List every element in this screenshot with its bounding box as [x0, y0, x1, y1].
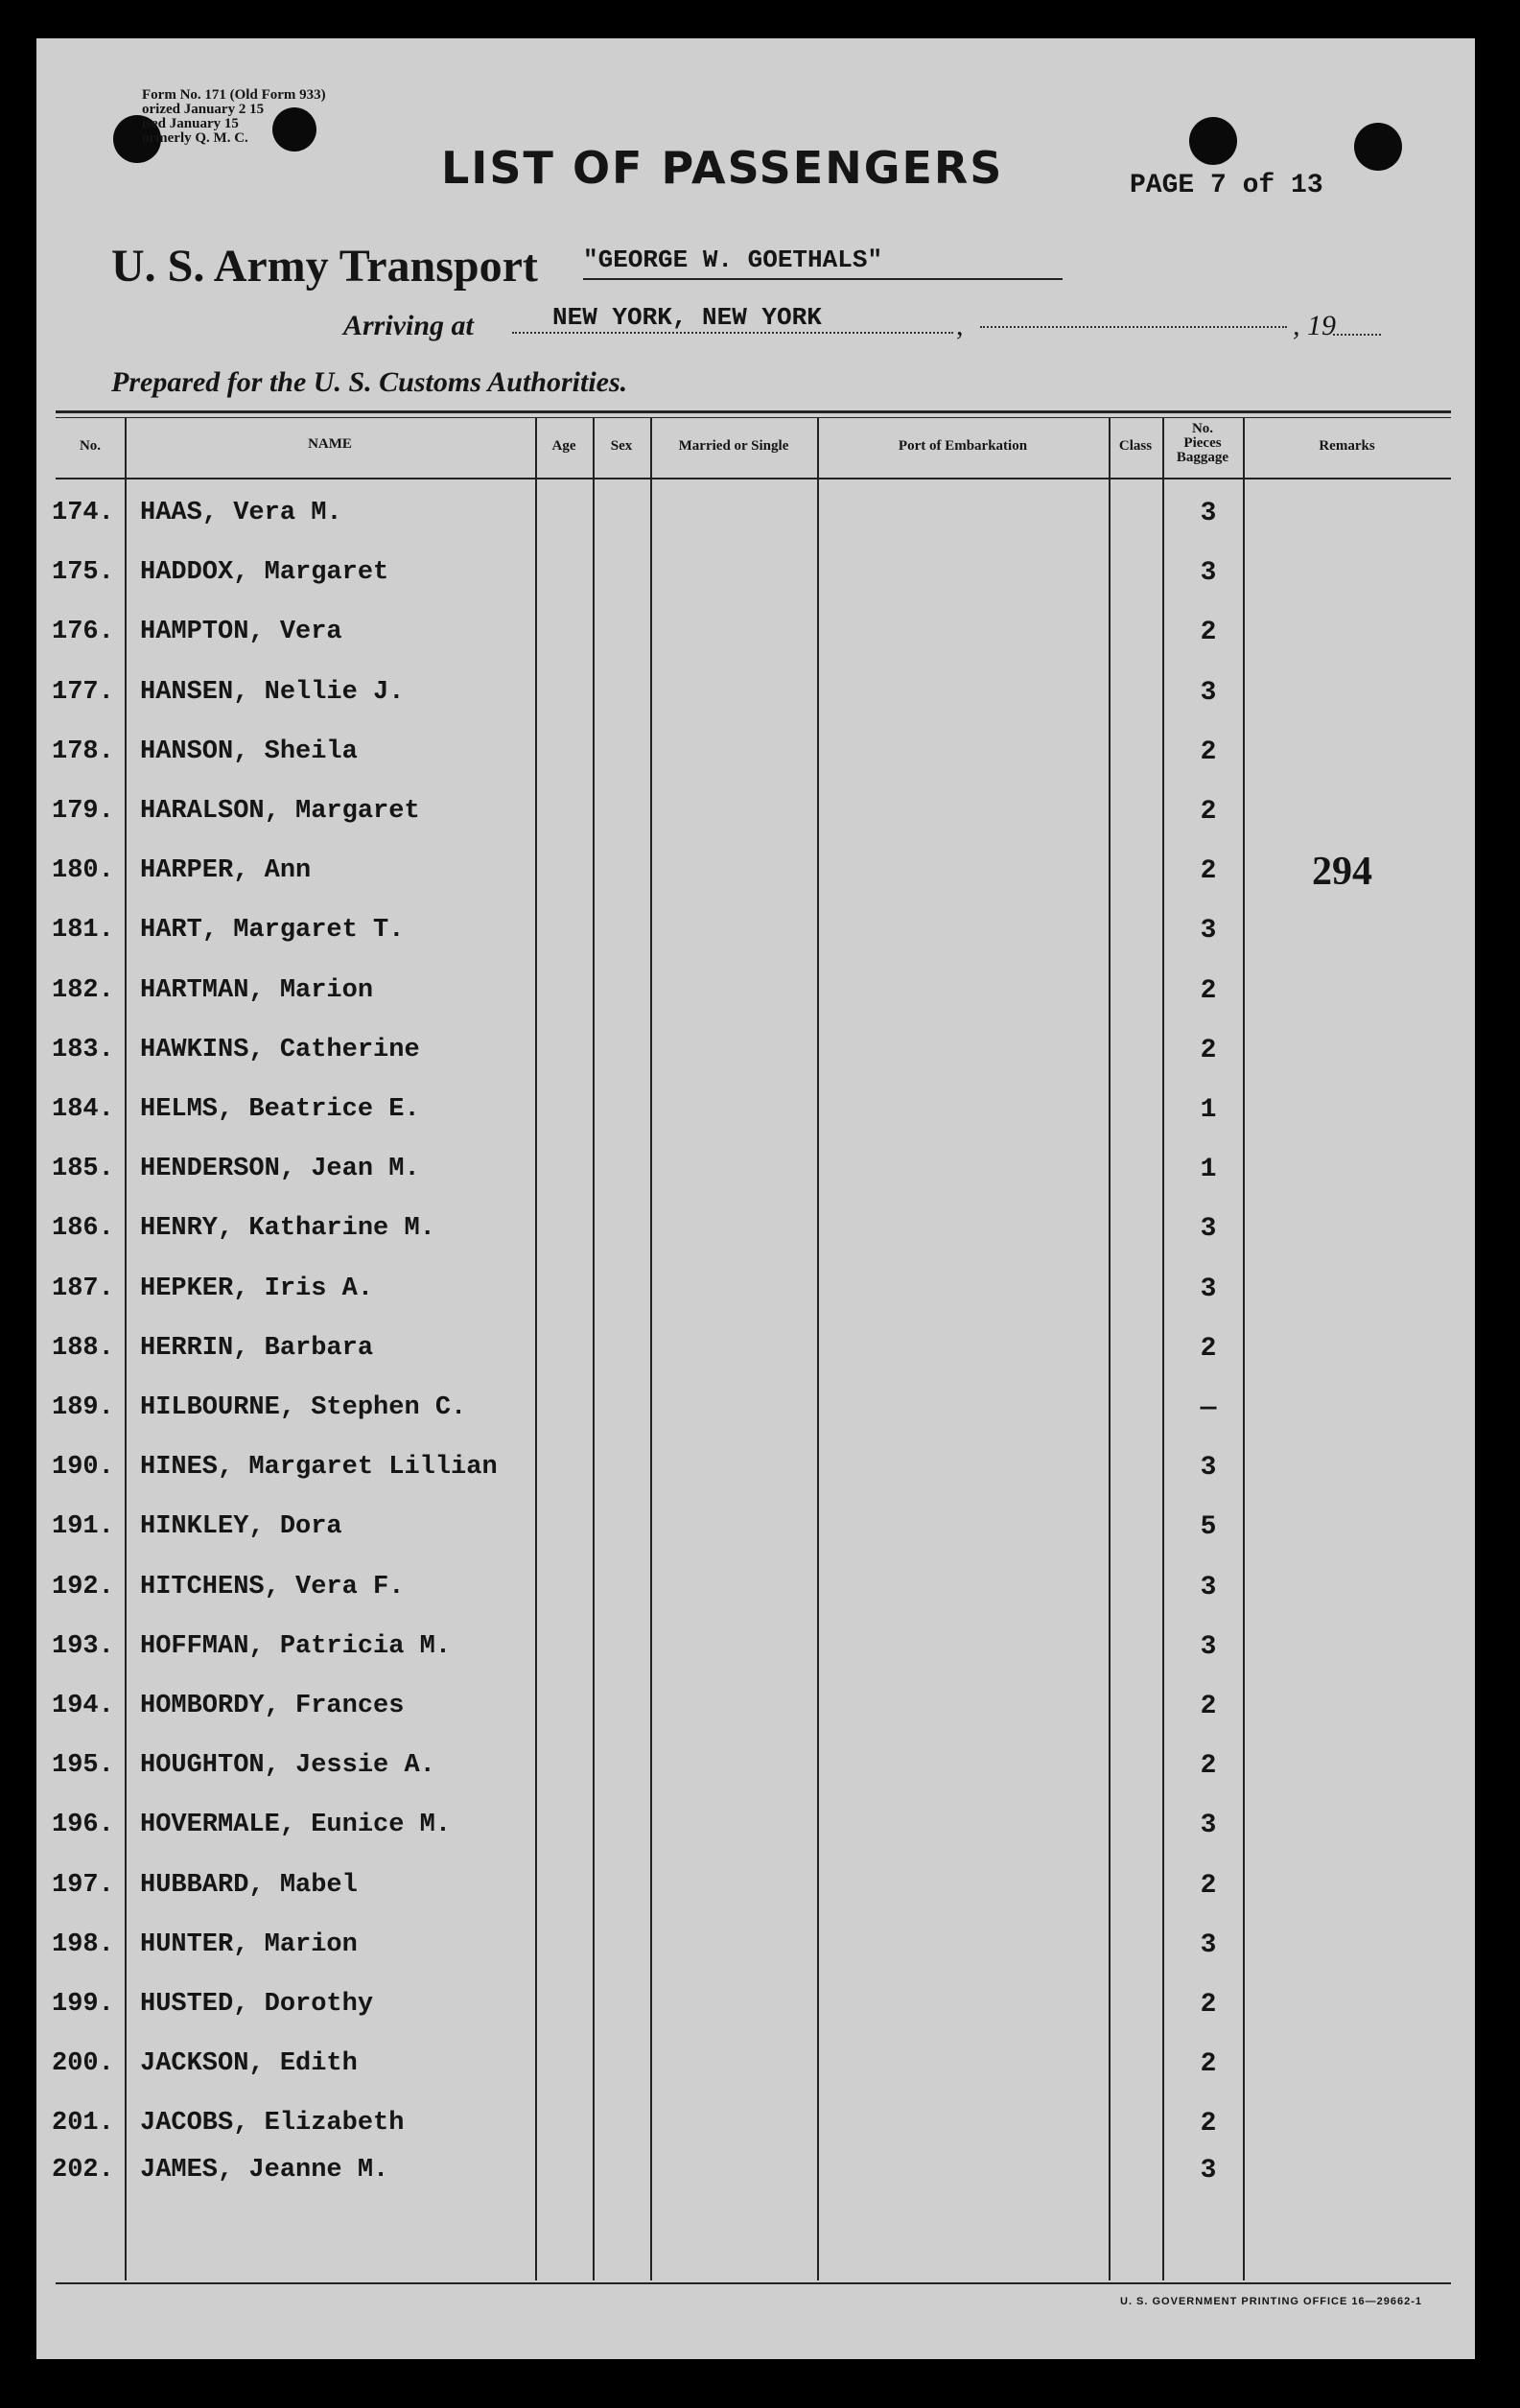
baggage-count: 3	[1200, 499, 1217, 528]
baggage-count: 2	[1200, 1751, 1217, 1782]
baggage-count: 2	[1200, 1333, 1217, 1364]
header-baggage-line: Pieces	[1183, 435, 1222, 451]
form-line: Form No. 171 (Old Form 933)	[142, 87, 326, 103]
passenger-number: 181.	[52, 916, 114, 946]
passenger-name: HANSEN, Nellie J.	[140, 677, 405, 707]
passenger-name: HOFFMAN, Patricia M.	[140, 1631, 452, 1661]
baggage-count: 3	[1200, 916, 1217, 947]
arriving-value: NEW YORK, NEW YORK	[512, 303, 953, 334]
ship-name: "GEORGE W. GOETHALS"	[583, 245, 1063, 280]
passenger-number: 189.	[52, 1393, 114, 1422]
form-number-block	[142, 88, 326, 146]
baggage-count: 3	[1200, 1631, 1217, 1662]
baggage-count: 2	[1200, 797, 1217, 827]
passenger-name: HARALSON, Margaret	[140, 797, 420, 826]
passenger-name: HUSTED, Dorothy	[140, 1990, 374, 2019]
table-row	[36, 916, 1475, 954]
baggage-count: —	[1200, 1393, 1217, 1423]
baggage-count: 2	[1200, 2109, 1217, 2139]
divider	[56, 410, 1451, 413]
baggage-count: 2	[1200, 1035, 1217, 1065]
passenger-name: HARPER, Ann	[140, 856, 312, 886]
table-row	[36, 976, 1475, 1015]
passenger-name: HAAS, Vera M.	[140, 499, 342, 527]
table-row	[36, 1751, 1475, 1789]
passenger-number: 177.	[52, 677, 114, 707]
table-row	[36, 856, 1475, 895]
passenger-number: 197.	[52, 1870, 114, 1900]
form-line: ormerly Q. M. C.	[142, 130, 248, 146]
baggage-count: 3	[1200, 677, 1217, 708]
baggage-count: 3	[1200, 1811, 1217, 1841]
baggage-count: 5	[1200, 1512, 1217, 1543]
header-name: NAME	[308, 436, 352, 452]
table-row	[36, 1990, 1475, 2028]
baggage-count: 2	[1200, 856, 1217, 887]
passenger-name: HOUGHTON, Jessie A.	[140, 1751, 435, 1781]
passenger-name: HUBBARD, Mabel	[140, 1870, 358, 1900]
header-baggage-line: Baggage	[1176, 450, 1229, 465]
passenger-number: 183.	[52, 1035, 114, 1064]
divider	[56, 417, 1451, 418]
table-row	[36, 737, 1475, 776]
punch-hole	[1189, 117, 1237, 165]
baggage-count: 2	[1200, 2049, 1217, 2080]
baggage-count: 3	[1200, 1572, 1217, 1602]
table-row	[36, 1453, 1475, 1491]
passenger-number: 193.	[52, 1631, 114, 1661]
table-row	[36, 618, 1475, 656]
passenger-name: HUNTER, Marion	[140, 1929, 358, 1959]
passenger-number: 194.	[52, 1692, 114, 1720]
header-baggage-line: No.	[1191, 421, 1214, 436]
passenger-number: 187.	[52, 1274, 114, 1303]
passenger-name: JACOBS, Elizabeth	[140, 2109, 405, 2139]
table-row	[36, 797, 1475, 835]
passenger-name: HADDOX, Margaret	[140, 558, 389, 588]
header-married: Married or Single	[678, 438, 789, 454]
passenger-number: 176.	[52, 618, 114, 647]
passenger-number: 186.	[52, 1214, 114, 1244]
table-row	[36, 1692, 1475, 1730]
baggage-count: 3	[1200, 1929, 1217, 1960]
passenger-name: HARTMAN, Marion	[140, 975, 374, 1005]
passenger-number: 202.	[52, 2155, 114, 2185]
baggage-count: 3	[1200, 558, 1217, 589]
stamp-number: 294	[1312, 850, 1372, 894]
table-row	[36, 2049, 1475, 2088]
form-line: ised January 15	[142, 116, 239, 131]
header-baggage	[1162, 422, 1243, 465]
baggage-count: 3	[1200, 1214, 1217, 1245]
prepared-for: Prepared for the U. S. Customs Authorities.	[111, 366, 628, 398]
passenger-number: 201.	[52, 2109, 114, 2139]
passenger-number: 178.	[52, 736, 114, 766]
passenger-number: 179.	[52, 797, 114, 826]
arriving-label: Arriving at	[343, 310, 474, 341]
passenger-number: 199.	[52, 1990, 114, 2019]
table-row	[36, 558, 1475, 596]
baggage-count: 3	[1200, 2155, 1217, 2186]
baggage-count: 3	[1200, 1274, 1217, 1304]
passenger-name: HAWKINS, Catherine	[140, 1035, 420, 1064]
baggage-count: 2	[1200, 1692, 1217, 1721]
document-title: LIST OF PASSENGERS	[441, 142, 1004, 194]
passenger-name: HEPKER, Iris A.	[140, 1274, 374, 1303]
printer-imprint: U. S. GOVERNMENT PRINTING OFFICE 16—29662-1	[1120, 2296, 1423, 2307]
passenger-number: 180.	[52, 856, 114, 886]
header-port: Port of Embarkation	[898, 438, 1028, 454]
passenger-name: HART, Margaret T.	[140, 916, 405, 946]
baggage-count: 2	[1200, 1990, 1217, 2020]
passenger-number: 190.	[52, 1453, 114, 1483]
passenger-number: 192.	[52, 1572, 114, 1601]
header-age: Age	[551, 438, 576, 454]
passenger-number: 174.	[52, 499, 114, 527]
table-row	[36, 1811, 1475, 1849]
table-row	[36, 1871, 1475, 1909]
table-row	[36, 1573, 1475, 1611]
passenger-name: HINES, Margaret Lillian	[140, 1453, 498, 1483]
header-sex: Sex	[610, 438, 633, 454]
passenger-name: HILBOURNE, Stephen C.	[140, 1393, 467, 1422]
baggage-count: 1	[1200, 1155, 1217, 1185]
form-line: orized January 2 15	[142, 102, 265, 117]
header-remarks: Remarks	[1319, 438, 1375, 454]
passenger-name: HAMPTON, Vera	[140, 618, 342, 647]
table-row	[36, 1095, 1475, 1134]
passenger-name: HITCHENS, Vera F.	[140, 1572, 405, 1601]
passenger-number: 191.	[52, 1512, 114, 1542]
passenger-name: HOMBORDY, Frances	[140, 1692, 405, 1720]
baggage-count: 1	[1200, 1095, 1217, 1125]
passenger-name: JACKSON, Edith	[140, 2049, 358, 2079]
table-row	[36, 1632, 1475, 1671]
table-row	[36, 1930, 1475, 1969]
passenger-list-page	[36, 38, 1475, 2359]
punch-hole	[1354, 123, 1402, 171]
table-row	[36, 678, 1475, 716]
table-row	[36, 2109, 1475, 2147]
baggage-count: 2	[1200, 618, 1217, 648]
passenger-name: HOVERMALE, Eunice M.	[140, 1811, 452, 1840]
passenger-number: 196.	[52, 1811, 114, 1840]
passenger-name: HELMS, Beatrice E.	[140, 1095, 420, 1124]
passenger-number: 175.	[52, 558, 114, 588]
table-row	[36, 1512, 1475, 1551]
comma: ,	[956, 310, 964, 341]
header-class: Class	[1118, 438, 1153, 454]
baggage-count: 3	[1200, 1453, 1217, 1484]
passenger-number: 188.	[52, 1333, 114, 1363]
table-row	[36, 1036, 1475, 1074]
passenger-name: HENDERSON, Jean M.	[140, 1155, 420, 1184]
year-label: , 19	[1293, 310, 1336, 341]
passenger-name: HENRY, Katharine M.	[140, 1214, 435, 1244]
table-row	[36, 1155, 1475, 1193]
table-row	[36, 1334, 1475, 1372]
divider	[56, 2282, 1451, 2284]
passenger-number: 200.	[52, 2049, 114, 2079]
page-number: PAGE 7 of 13	[1130, 171, 1323, 200]
passenger-name: HANSON, Sheila	[140, 736, 358, 766]
table-row	[36, 499, 1475, 537]
header-no: No.	[79, 438, 102, 454]
passenger-name: HINKLEY, Dora	[140, 1512, 342, 1542]
passenger-number: 182.	[52, 975, 114, 1005]
table-row	[36, 1393, 1475, 1432]
passenger-number: 198.	[52, 1929, 114, 1959]
passenger-name: HERRIN, Barbara	[140, 1333, 374, 1363]
baggage-count: 2	[1200, 1870, 1217, 1901]
baggage-count: 2	[1200, 975, 1217, 1006]
table-row	[36, 1274, 1475, 1313]
baggage-count: 2	[1200, 736, 1217, 767]
passenger-name: JAMES, Jeanne M.	[140, 2155, 389, 2185]
header-divider	[56, 478, 1451, 479]
passenger-number: 185.	[52, 1155, 114, 1184]
passenger-number: 184.	[52, 1095, 114, 1124]
date-blank	[980, 326, 1287, 328]
table-row	[36, 1214, 1475, 1252]
table-row	[36, 2156, 1475, 2194]
passenger-number: 195.	[52, 1751, 114, 1781]
transport-label: U. S. Army Transport	[111, 241, 538, 292]
year-blank	[1333, 334, 1381, 336]
